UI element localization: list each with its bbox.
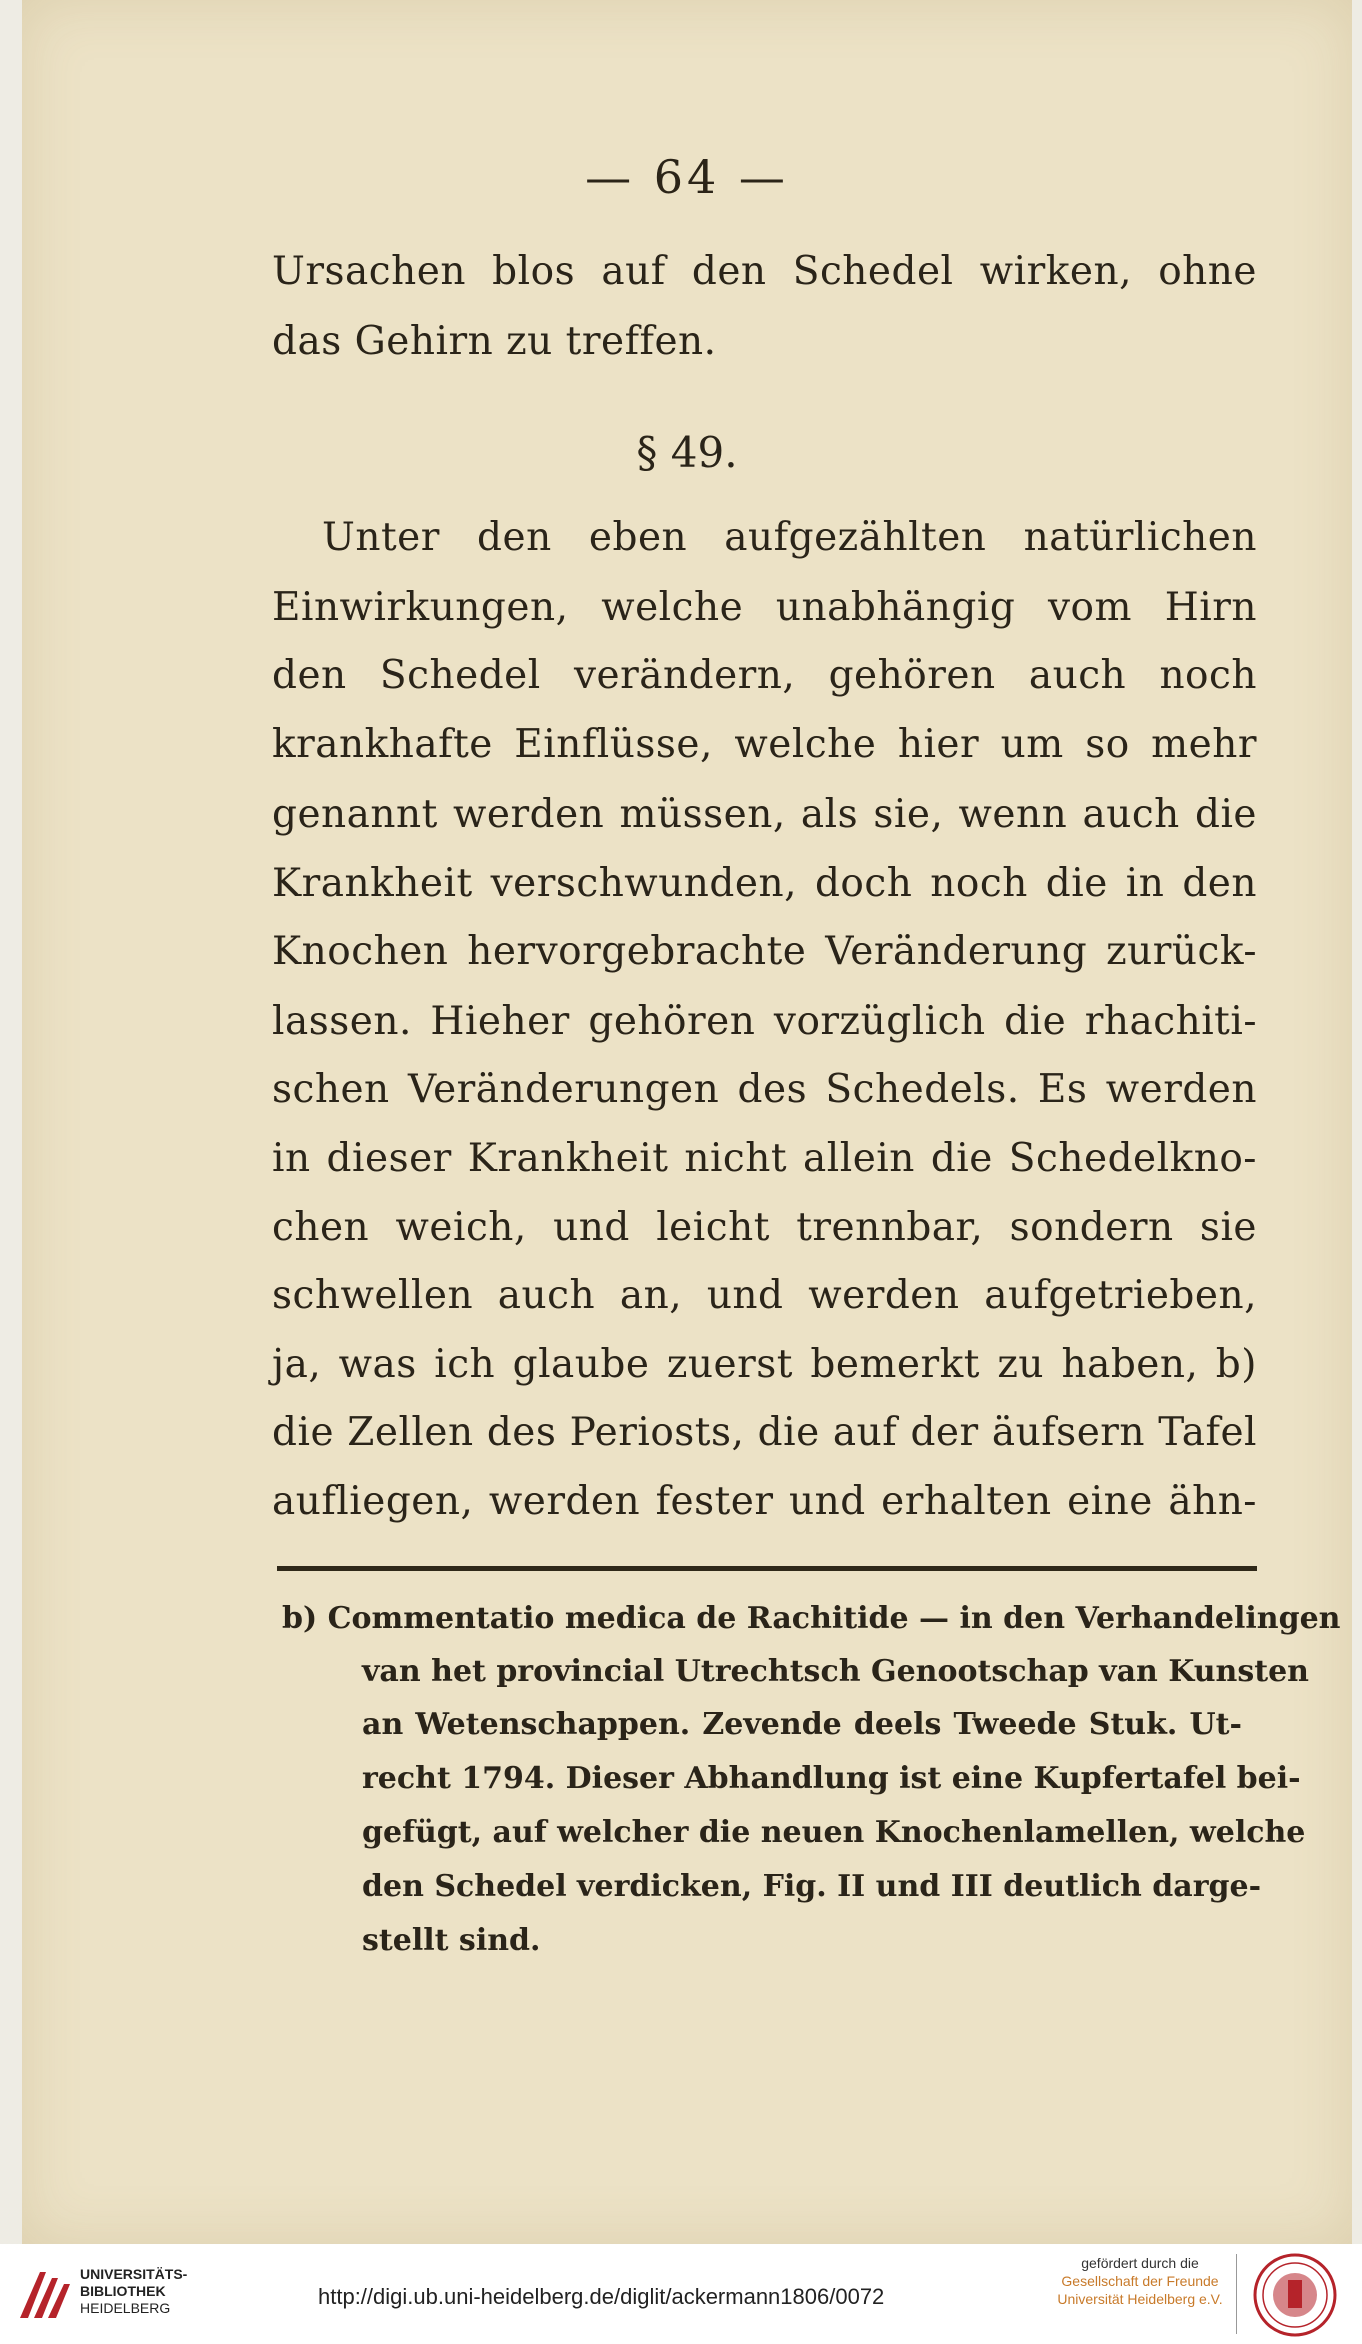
- paragraph-line: krankhafte Einflüsse, welche hier um so mehr: [272, 722, 1257, 767]
- digitization-footer: [0, 2244, 1362, 2344]
- footnote-line: b) Commentatio medica de Rachitide — in den Verhandelingen: [282, 1601, 1341, 1636]
- sponsor-credit[interactable]: [1050, 2254, 1230, 2308]
- sponsor-label: gefördert durch die: [1081, 2255, 1199, 2271]
- paragraph-line: Unter den eben aufgezählten natürlichen: [322, 515, 1257, 560]
- footer-divider: [1236, 2254, 1237, 2334]
- paragraph-line: die Zellen des Periosts, die auf der äufsern Tafel: [272, 1410, 1257, 1455]
- text-line: das Gehirn zu treffen.: [272, 319, 717, 364]
- permalink-url[interactable]: http://digi.ub.uni-heidelberg.de/diglit/ackermann1806/0072: [318, 2284, 885, 2309]
- book-page: [22, 0, 1352, 2244]
- sponsor-org: Gesellschaft der Freunde: [1061, 2273, 1219, 2289]
- paragraph-line: den Schedel verändern, gehören auch noch: [272, 653, 1257, 698]
- footnote-line: van het provincial Utrechtsch Genootschap van Kunsten: [362, 1654, 1309, 1689]
- library-line: UNIVERSITÄTS-: [80, 2266, 188, 2282]
- library-name[interactable]: [80, 2266, 187, 2317]
- paragraph-line: schwellen auch an, und werden aufgetrieben,: [272, 1273, 1257, 1318]
- paragraph-line: in dieser Krankheit nicht allein die Schedelkno-: [272, 1136, 1257, 1181]
- library-line: BIBLIOTHEK: [80, 2283, 166, 2299]
- footnote-line: stellt sind.: [362, 1923, 541, 1958]
- library-logo-icon[interactable]: [14, 2266, 72, 2324]
- library-line: HEIDELBERG: [80, 2300, 171, 2316]
- paragraph-line: chen weich, und leicht trennbar, sondern sie: [272, 1205, 1257, 1250]
- footnote-line: recht 1794. Dieser Abhandlung ist eine Kupfertafel bei-: [362, 1761, 1301, 1796]
- page-number: — 64 —: [585, 150, 789, 204]
- paragraph-line: schen Veränderungen des Schedels. Es werden: [272, 1067, 1257, 1112]
- paragraph-line: Einwirkungen, welche unabhängig vom Hirn: [272, 585, 1257, 630]
- paragraph-line: aufliegen, werden fester und erhalten eine ähn-: [272, 1479, 1257, 1524]
- paragraph-line: lassen. Hieher gehören vorzüglich die rhachiti-: [272, 999, 1257, 1044]
- paragraph-line: Knochen hervorgebrachte Veränderung zurück-: [272, 929, 1257, 974]
- paragraph-line: genannt werden müssen, als sie, wenn auch die: [272, 792, 1257, 837]
- university-seal-icon[interactable]: [1252, 2252, 1338, 2338]
- text-line: Ursachen blos auf den Schedel wirken, ohne: [272, 249, 1257, 294]
- sponsor-org: Universität Heidelberg e.V.: [1057, 2291, 1223, 2307]
- paragraph-line: ja, was ich glaube zuerst bemerkt zu haben, b): [272, 1342, 1257, 1387]
- footnote-line: an Wetenschappen. Zevende deels Tweede Stuk. Ut-: [362, 1707, 1242, 1742]
- section-heading: § 49.: [636, 428, 738, 477]
- footnote-line: gefügt, auf welcher die neuen Knochenlamellen, welche: [362, 1815, 1306, 1850]
- footnote-line: den Schedel verdicken, Fig. II und III deutlich darge-: [362, 1869, 1262, 1904]
- footnote-rule: [277, 1566, 1257, 1571]
- paragraph-line: Krankheit verschwunden, doch noch die in den: [272, 861, 1257, 906]
